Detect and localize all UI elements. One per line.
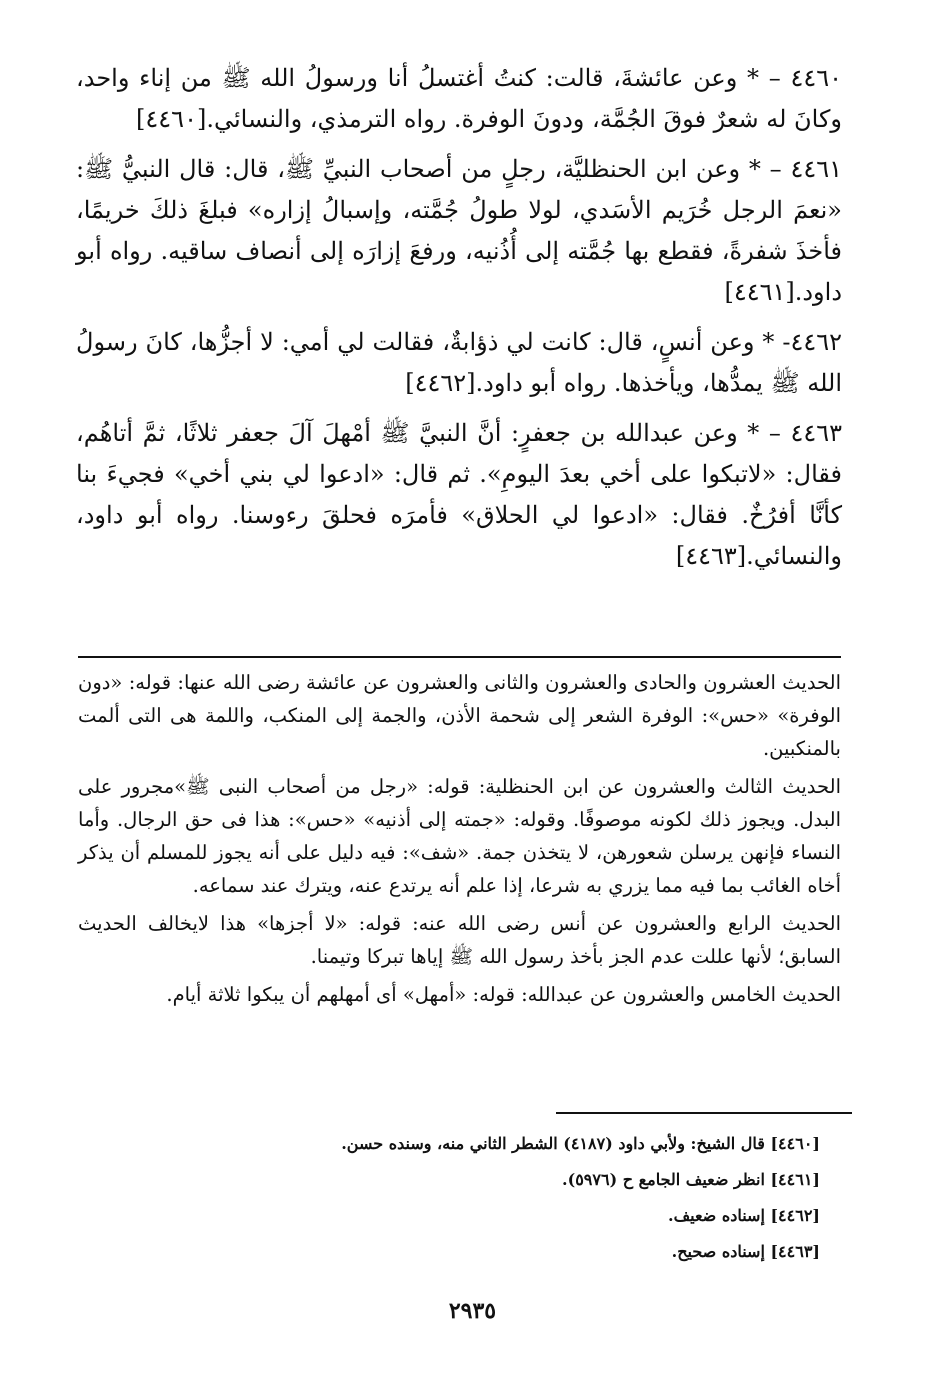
hadith-4462: ٤٤٦٢- * وعن أنسٍ، قال: كانت لي ذؤابةٌ، فقالت لي أمي: لا أجزُّها، كانَ رسولُ الله ﷺ يمدُّها، ويأخذها. رواه أبو داود.[٤٤٦٢] bbox=[76, 328, 842, 397]
commentary-paragraph-3: الحديث الرابع والعشرون عن أنس رضى الله عنه: قوله: «لا أجزها» هذا لايخالف الحديث السابق؛ لأنها عللت عدم الجز بأخذ رسول الله ﷺ إياها تبركا وتيمنا. bbox=[78, 912, 841, 968]
footnote-4460: [٤٤٦٠] قال الشيخ: ولأبي داود (٤١٨٧) الشطر الثاني منه، وسنده حسن. bbox=[341, 1134, 820, 1153]
section-divider bbox=[78, 656, 841, 658]
hadith-text-section bbox=[76, 58, 842, 586]
commentary-section bbox=[78, 666, 841, 1016]
footnote-divider bbox=[556, 1112, 852, 1114]
footnotes-section bbox=[200, 1126, 820, 1270]
footnote-4463: [٤٤٦٣] إسناده صحيح. bbox=[671, 1242, 820, 1261]
hadith-4461: ٤٤٦١ – * وعن ابن الحنظليَّة، رجلٍ من أصحاب النبيِّ ﷺ، قال: قال النبيُّ ﷺ: «نعمَ الرجل خُرَيم الأسَدي، لولا طولُ جُمَّته، وإسبالُ إزاره» فبلغَ ذلكَ خريمًا، فأخذَ شفرةً، فقطع بها جُمَّته إلى أُذُنيه، ورفعَ إزارَه إلى أنصاف ساقيه. رواه أبو داود.[٤٤٦١] bbox=[76, 155, 842, 306]
commentary-paragraph-2: الحديث الثالث والعشرون عن ابن الحنظلية: قوله: «رجل من أصحاب النبى ﷺ»مجرور على البدل. ويجوز ذلك لكونه موصوفًا. وقوله: «جمته إلى أذنيه» «حس»: هذا فى حق الرجال. وأما النساء فإنهن يرسلن شعورهن، لا يتخذن جمة. «شف»: فيه دليل على أنه يجوز للمسلم أن يذكر أخاه الغائب بما فيه مما يزري به شرعا، إذا علم أنه يرتدع عنه، ويترك عند سماعه. bbox=[78, 775, 841, 897]
footnote-4462: [٤٤٦٢] إسناده ضعيف. bbox=[668, 1206, 820, 1225]
hadith-4460: ٤٤٦٠ – * وعن عائشةَ، قالت: كنتُ أغتسلُ أنا ورسولُ الله ﷺ من إناء واحد، وكانَ له شعرٌ فوقَ الجُمَّة، ودونَ الوفرة. رواه الترمذي، والنسائي.[٤٤٦٠] bbox=[76, 64, 842, 133]
commentary-paragraph-1: الحديث العشرون والحادى والعشرون والثانى والعشرون عن عائشة رضى الله عنها: قوله: «دون الوفرة» «حس»: الوفرة الشعر إلى شحمة الأذن، والجمة إلى المنكب، واللمة هى التى ألمت بالمنكبين. bbox=[78, 671, 841, 760]
hadith-4463: ٤٤٦٣ – * وعن عبدالله بن جعفرٍ: أنَّ النبيَّ ﷺ أمْهلَ آلَ جعفر ثلاثًا، ثمَّ أتاهُم، فقال: «لاتبكوا على أخي بعدَ اليومِ». ثم قال: «ادعوا لي بني أخي» فجيءَ بنا كأنَّا أفرُخٌ. فقال: «ادعوا لي الحلاق» فأمرَه فحلقَ رءوسنا. رواه أبو داود، والنسائي.[٤٤٦٣] bbox=[76, 419, 842, 570]
commentary-paragraph-4: الحديث الخامس والعشرون عن عبدالله: قوله: «أمهل» أى أمهلهم أن يبكوا ثلاثة أيام. bbox=[166, 983, 841, 1006]
footnote-4461: [٤٤٦١] انظر ضعيف الجامع ح (٥٩٧٦). bbox=[562, 1170, 820, 1189]
page-number: ٢٩٣٥ bbox=[448, 1298, 497, 1324]
